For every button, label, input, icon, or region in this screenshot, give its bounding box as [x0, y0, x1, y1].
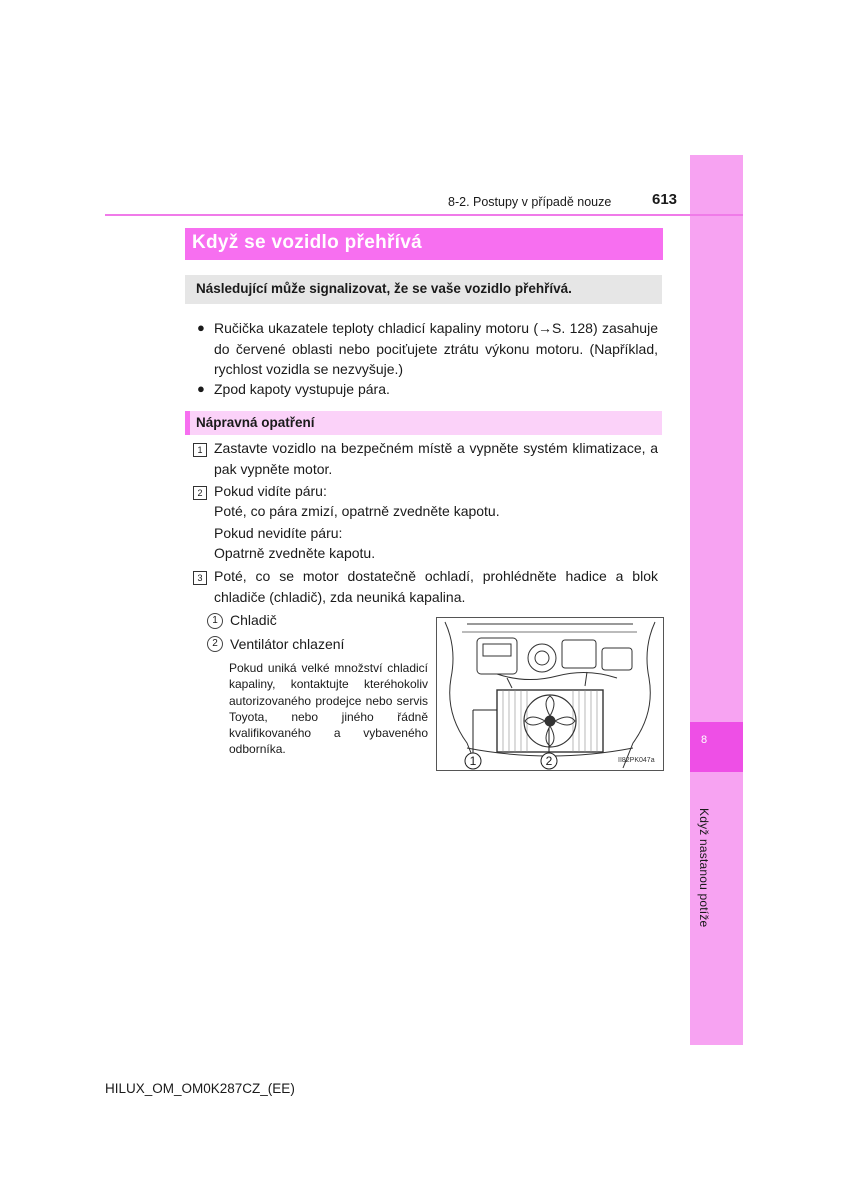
- illustration-code: II82PK047a: [618, 757, 655, 764]
- step-2-line-3: Pokud nevidíte páru:: [214, 525, 343, 541]
- side-tab-chapter-marker: [690, 722, 743, 772]
- step-number-3: 3: [193, 571, 207, 585]
- step-2-line-2: Poté, co pára zmizí, opatrně zvedněte kapotu.: [214, 503, 500, 519]
- sub-heading-accent: [185, 411, 190, 435]
- info-box-text: Následující může signalizovat, že se vaše vozidlo přehřívá.: [196, 281, 572, 296]
- bullet-icon: ●: [197, 381, 205, 396]
- header-section: 8-2. Postupy v případě nouze: [448, 195, 612, 209]
- header-divider: [105, 214, 743, 216]
- bullet-item-1: Ručička ukazatele teploty chladicí kapaliny motoru (→S. 128) zasahuje do červené oblasti nebo pociťujete ztrátu výkonu motoru. (Například, rychlost vozidla se nezvyšuje.): [214, 320, 658, 377]
- step-1-text: Zastavte vozidlo na bezpečném místě a vypněte systém klimatizace, a pak vypněte motor.: [214, 440, 658, 477]
- callout-number-2: 2: [207, 636, 223, 652]
- callout-label-1: Chladič: [230, 612, 277, 628]
- step-2-line-4: Opatrně zvedněte kapotu.: [214, 545, 376, 561]
- engine-bay-drawing: [437, 618, 663, 770]
- illustration-callout-1: 1: [469, 754, 477, 768]
- step-number-1: 1: [193, 443, 207, 457]
- step-2-line-1: Pokud vidíte páru:: [214, 483, 327, 499]
- side-tab-number: 8: [700, 734, 708, 746]
- page-title: Když se vozidlo přehřívá: [192, 232, 422, 253]
- footer-doc-id: HILUX_OM_OM0K287CZ_(EE): [105, 1081, 295, 1096]
- engine-bay-illustration: [436, 617, 664, 771]
- page-number: 613: [652, 191, 678, 208]
- step-number-2: 2: [193, 486, 207, 500]
- callout-label-2: Ventilátor chlazení: [230, 636, 345, 652]
- bullet-icon: ●: [197, 320, 205, 335]
- note-text: Pokud uniká velké množství chladicí kapaliny, kontaktujte kteréhokoliv autorizovaného prodejce nebo servis Toyota, nebo jiného řádně kvalifikovaného a vybaveného odborníka.: [229, 661, 428, 757]
- illustration-callout-2: 2: [545, 754, 553, 768]
- bullet-item-2: Zpod kapoty vystupuje pára.: [214, 381, 390, 397]
- step-3-text: Poté, co se motor dostatečně ochladí, prohlédněte hadice a blok chladiče (chladič), zda neuniká kapalina.: [214, 568, 658, 605]
- callout-number-1: 1: [207, 613, 223, 629]
- sub-heading: Nápravná opatření: [196, 415, 315, 430]
- side-tab-label: Když nastanou potíže: [697, 808, 711, 928]
